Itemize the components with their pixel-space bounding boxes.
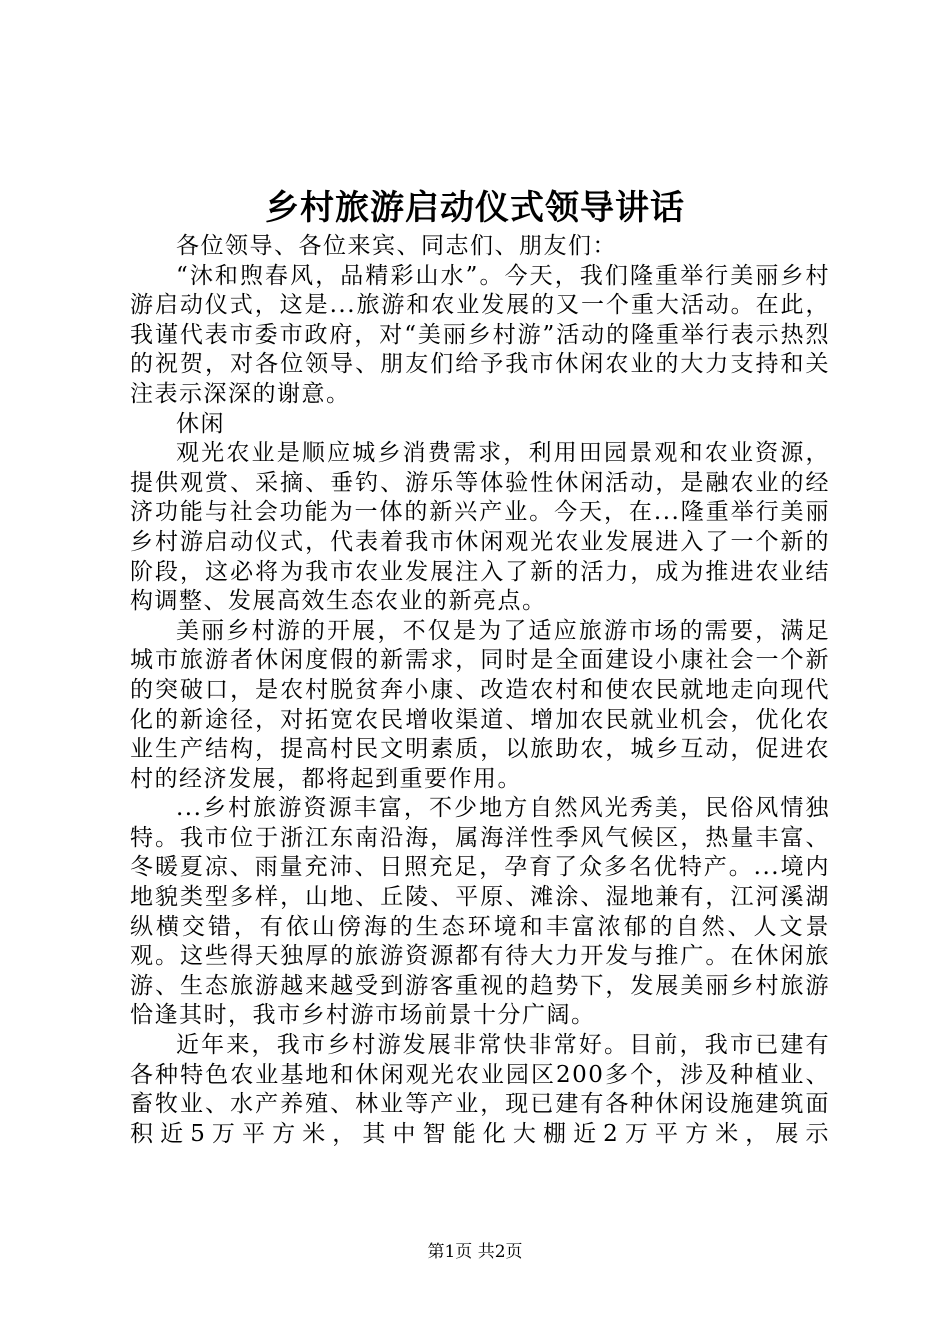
paragraph-agri-tourism: 观光农业是顺应城乡消费需求，利用田园景观和农业资源，提供观赏、采摘、垂钓、游乐等体验性休闲活动，是融农业的经济功能与社会功能为一体的新兴产业。今天，在...隆重举行美丽乡村游启动仪式，代表着我市休闲观光农业发展进入了一个新的阶段，这必将为我市农业发展注入了新的活力，成为推进农业结构调整、发展高效生态农业的新亮点。 [130, 440, 830, 615]
paragraph-leisure: 休闲 [176, 410, 225, 437]
paragraph-significance: 美丽乡村游的开展，不仅是为了适应旅游市场的需要，满足城市旅游者休闲度假的新需求，同时是全面建设小康社会一个新的突破口，是农村脱贫奔小康、改造农村和使农民就地走向现代化的新途径，对拓宽农民增收渠道、增加农民就业机会，优化农业生产结构，提高村民文明素质，以旅助农，城乡互动，促进农村的经济发展，都将起到重要作用。 [130, 617, 830, 792]
page-footer: 第1页 共2页 [427, 1242, 523, 1262]
paragraph-development: 近年来，我市乡村游发展非常快非常好。目前，我市已建有各种特色农业基地和休闲观光农业园区200多个，涉及种植业、畜牧业、水产养殖、林业等产业，现已建有各种休闲设施建筑面积近5万平方米，其中智能化大棚近2万平方米，展示 [130, 1032, 830, 1147]
document-title: 乡村旅游启动仪式领导讲话 [265, 188, 685, 228]
document-body [130, 232, 830, 1149]
paragraph-greeting: 各位领导、各位来宾、同志们、朋友们： [176, 233, 617, 259]
paragraph-opening: “沐和煦春风，品精彩山水”。今天，我们隆重举行美丽乡村游启动仪式，这是...旅游和农业发展的又一个重大活动。在此，我谨代表市委市政府，对“美丽乡村游”活动的隆重举行表示热烈的祝贺，对各位领导、朋友们给予我市休闲农业的大力支持和关注表示深深的谢意。 [130, 262, 830, 407]
paragraph-resources: ...乡村旅游资源丰富，不少地方自然风光秀美，民俗风情独特。我市位于浙江东南沿海，属海洋性季风气候区，热量丰富、冬暖夏凉、雨量充沛、日照充足，孕育了众多名优特产。...境内地貌类型多样，山地、丘陵、平原、滩涂、湿地兼有，江河溪湖纵横交错，有依山傍海的生态环境和丰富浓郁的自然、人文景观。这些得天独厚的旅游资源都有待大力开发与推广。在休闲旅游、生态旅游越来越受到游客重视的趋势下，发展美丽乡村旅游恰逢其时，我市乡村游市场前景十分广阔。 [130, 795, 830, 1029]
